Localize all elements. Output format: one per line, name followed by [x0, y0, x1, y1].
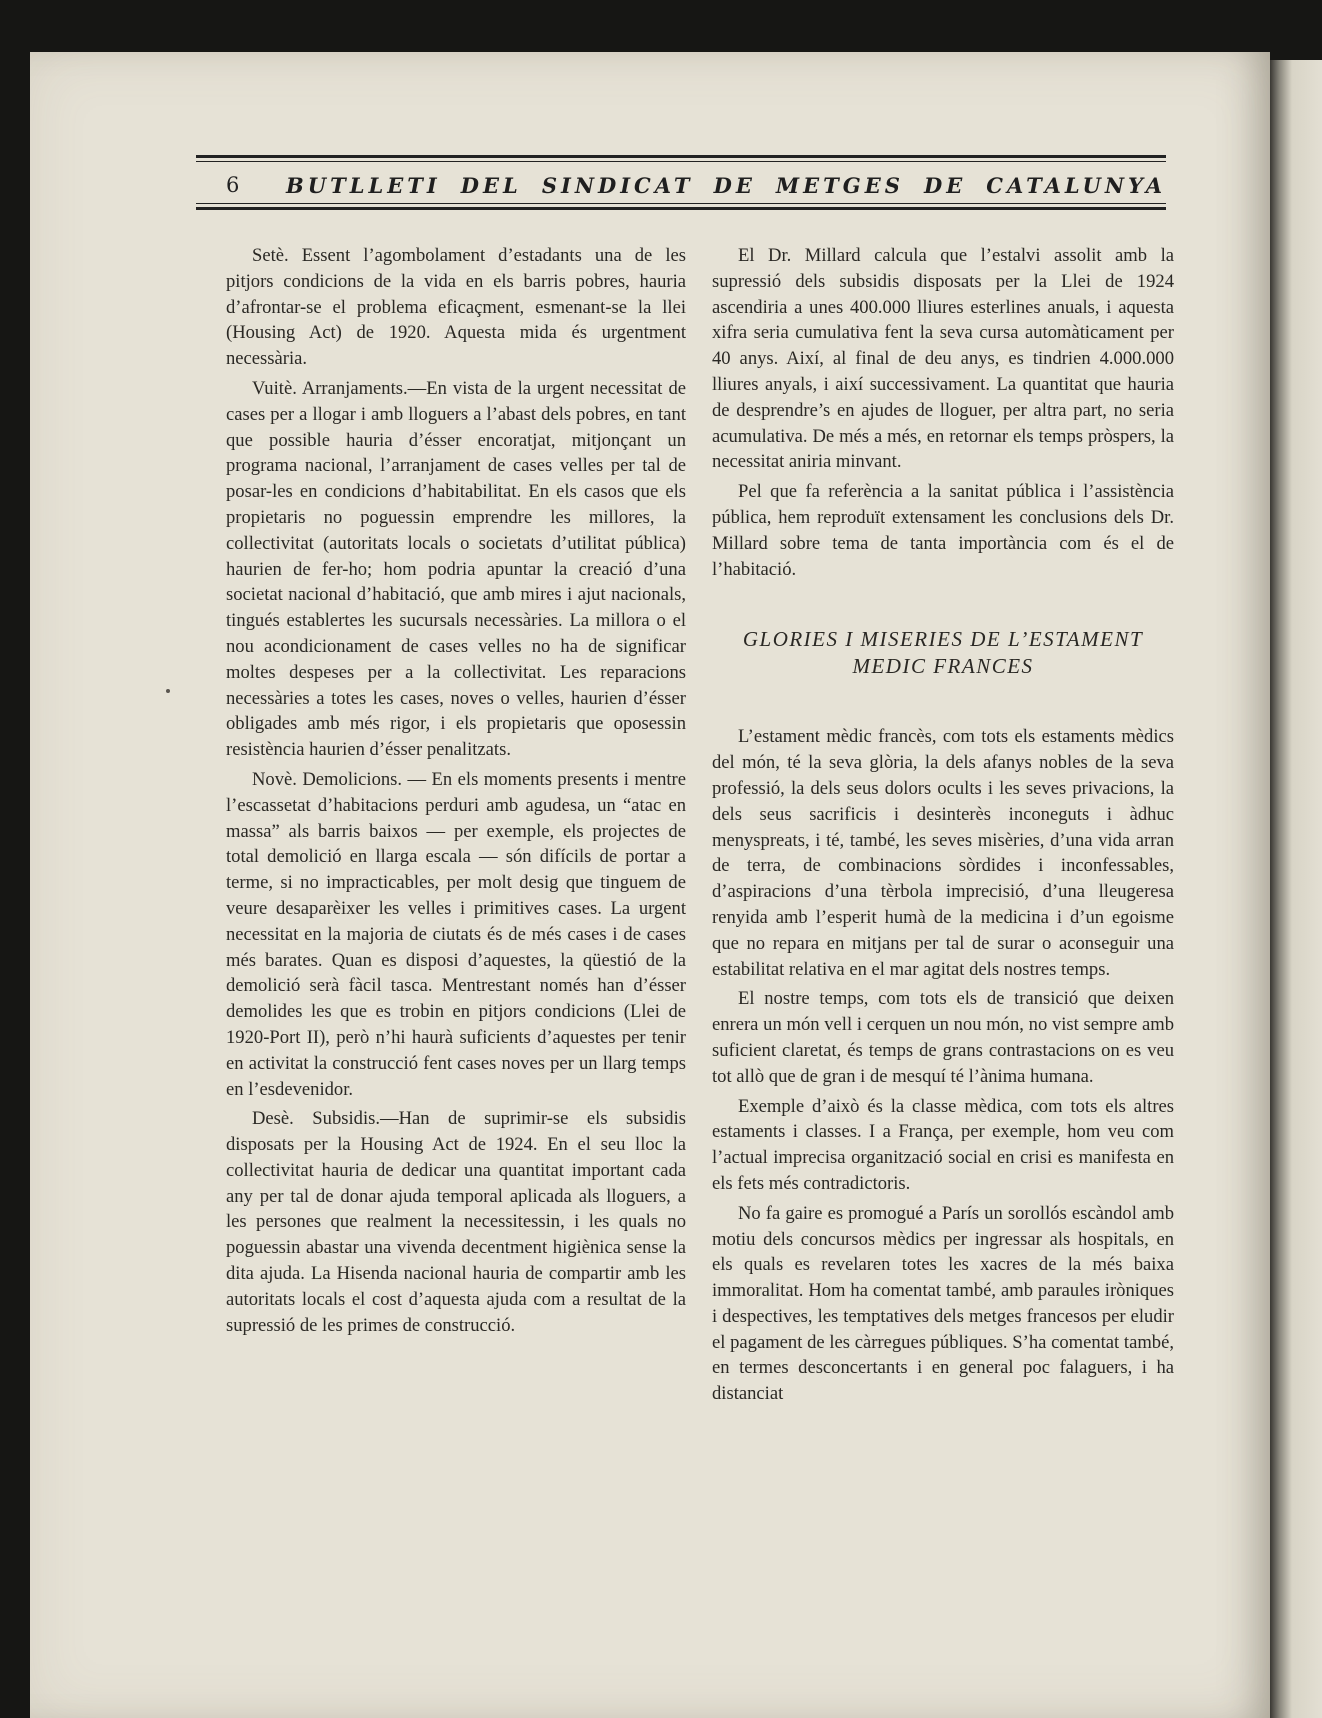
section-title-line: MEDIC FRANCES — [852, 654, 1034, 679]
header-rule-top-thin — [196, 161, 1166, 162]
section-title-line: GLORIES I MISERIES DE L’ESTAMENT — [742, 627, 1144, 652]
paragraph-sete: Setè. Essent l’agombolament d’estadants una de les pitjors condicions de la vida en els barris pobres, hauria d’afrontar-se el problema eficaçment, esmenant-se la llei (Housing Act) de 1920. Aquesta mida és urgentment necessària. — [226, 245, 686, 370]
journal-title-word: DEL — [460, 172, 522, 198]
page-header — [196, 155, 1166, 215]
right-column — [712, 243, 1174, 1407]
paragraph-vuite: Vuitè. Arranjaments.—En vista de la urgent necessitat de cases per a llogar i amb lloguers a l’abast dels pobres, en tant que possible hauria d’ésser encoratjat, mitjonçant un programa nacional, l’arranjament de cases velles per tal de posar-les en condicions d’habitabilitat. En els casos que els propietaris no poguessin emprendre les millores, la collectivitat (autoritats locals o societats d’utilitat pública) haurien de fer-ho; hom podria apuntar la creació d’una societat nacional d’habitació, que amb mires i ajut nacionals, tingués establertes les sucursals necessàries. La millora o el nou acondicionament de cases velles no ha de significar moltes despeses per a la collectivitat. Les reparacions necessàries a totes les cases, noves o velles, haurien d’ésser obligades amb més rigor, i els propietaris que oposessin resistència haurien d’ésser penalitzats. — [226, 377, 686, 761]
paragraph-nove: Novè. Demolicions. — En els moments presents i mentre l’escassetat d’habitacions perduri amb agudesa, un “atac en massa” als barris baixos — per exemple, els projectes de total demolició en llarga escala — són difícils de portar a terme, si no impracticables, per molt desig que tinguem de veure desaparèixer les velles i primitives cases. La urgent necessitat en la majoria de ciutats és de més cases i de cases més barates. Quan es disposi d’aquestes, la qüestió de la demolició serà fàcil tasca. Mentrestant només han d’ésser demolides les que es trobin en pitjors condicions (Llei de 1920-Port II), però n’hi haurà suficients d’aquestes per tenir en activitat la construcció fent cases noves per un llarg temps en l’esdevenidor. — [226, 768, 686, 1100]
header-rule-bottom-thick — [196, 207, 1166, 210]
header-row — [196, 169, 1166, 201]
paragraph-estament: L’estament mèdic francès, com tots els estaments mèdics del món, té la seva glòria, la dels afanys nobles de la seva professió, la dels seus dolors ocults i les seves privacions, la dels seus sacrificis i desinterès inconeguts i àdhuc menyspreats, i té, també, les seves misèries, d’una vida arran de terra, de combinacions sòrdides i inconfessables, d’aspiracions d’una tèrbola imprecisió, d’una lleugeresa renyida amb l’esperit humà de la medicina i d’un egoisme que no repara en mitjans per tal de surar o aconseguir una estabilitat relativa en el mar agitat dels nostres temps. — [712, 726, 1174, 980]
journal-title-word: DE — [713, 172, 756, 198]
paragraph-exemple: Exemple d’això és la classe mèdica, com tots els altres estaments i classes. I a França, per exemple, hom veu com l’actual imprecisa organització social en crisi es manifesta en els fets més contradictoris. — [712, 1095, 1174, 1194]
paragraph-temps: El nostre temps, com tots els de transició que deixen enrera un món vell i cerquen un nou món, no vist sempre amb suficient claretat, és temps de grans contrastacions on es veu tot allò que de gran i de mesquí té l’ànima humana. — [712, 988, 1174, 1087]
journal-title-word: SINDICAT — [541, 172, 694, 198]
paragraph-millard: El Dr. Millard calcula que l’estalvi assolit amb la supressió dels subsidis disposats per la Llei de 1924 ascendiria a unes 400.000 lliures esterlines anuals, i aquesta xifra seria cumulativa fent la seva cursa automàticament per 40 anys. Així, al final de deu anys, es tindrien 4.000.000 lliures anyals, i així successivament. La quantitat que hauria de desprendre’s en ajudes de lloguer, per altra part, no seria acumulativa. De més a més, en retornar els temps pròspers, la necessitat aniria minvant. — [712, 245, 1174, 473]
journal-title-word: METGES — [775, 172, 904, 198]
scan-speck — [166, 689, 170, 693]
left-column — [226, 243, 686, 1338]
journal-title — [266, 173, 1166, 198]
paragraph-paris: No fa gaire es promogué a París un sorollós escàndol amb motiu dels concursos mèdics per ingressar als hospitals, en els quals es revelaren totes les xacres de la més baixa immoralitat. Hom ha comentat també, amb paraules iròniques i despectives, les temptatives dels metges francesos per eludir el pagament de les càrregues públiques. S’ha comentat també, en termes desconcertants i en general poc falaguers, i ha distanciat — [712, 1202, 1174, 1405]
adjacent-page-edge — [1270, 60, 1322, 1718]
paragraph-sanitat: Pel que fa referència a la sanitat pública i l’assistència pública, hem reproduït extensament les conclusions dels Dr. Millard sobre tema de tanta importància com és el de l’habitació. — [712, 481, 1174, 580]
journal-title-word: CATALUNYA — [986, 172, 1166, 198]
paragraph-dese: Desè. Subsidis.—Han de suprimir-se els subsidis disposats per la Housing Act de 1924. En el seu lloc la collectivitat hauria de dedicar una quantitat important cada any per tal de donar ajuda temporal aplicada als lloguers, a les persones que realment la necessitessin, i les quals no poguessin abastar una vivenda decentment higiènica sense la dita ajuda. La Hisenda nacional hauria de compartir amb les autoritats locals el cost d’aquesta ajuda com a resultat de la supressió de les primes de construcció. — [226, 1108, 686, 1336]
header-rule-top-thick — [196, 155, 1166, 158]
journal-title-word: DE — [924, 172, 967, 198]
journal-title-word: BUTLLETI — [286, 172, 441, 198]
page-number: 6 — [226, 173, 240, 197]
section-title — [712, 626, 1174, 680]
header-rule-bottom-thin — [196, 203, 1166, 204]
